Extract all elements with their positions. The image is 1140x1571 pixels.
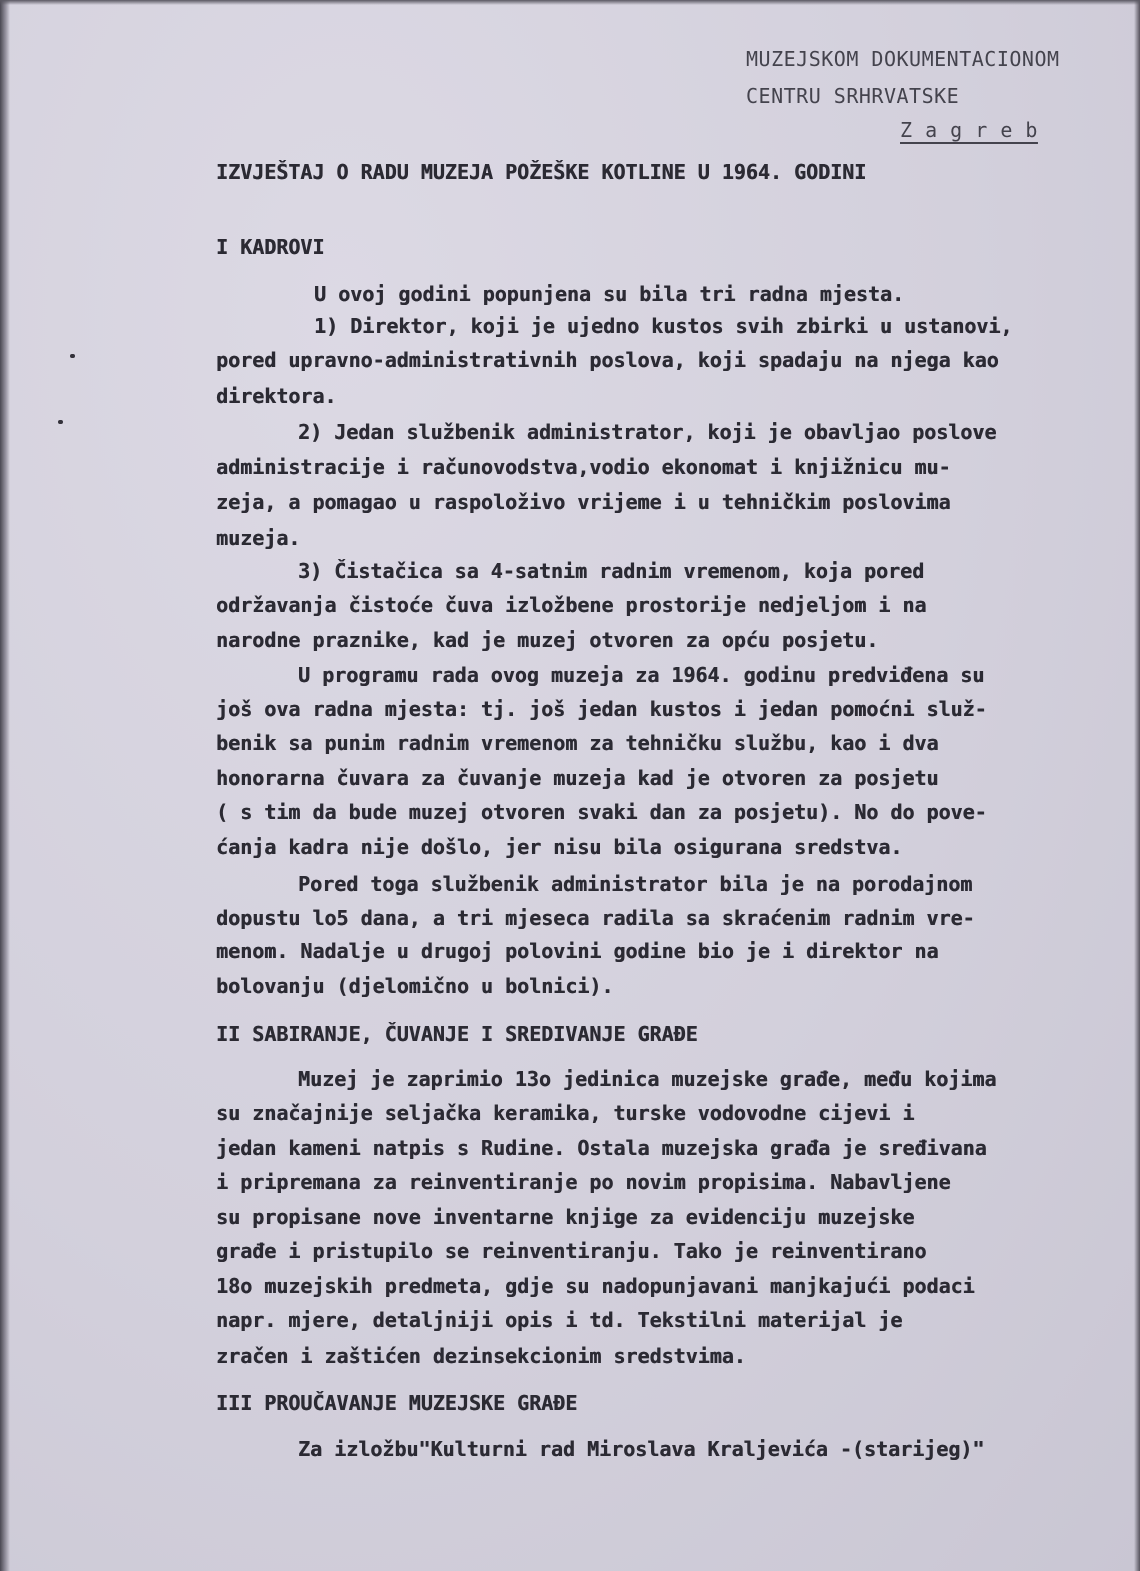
body-line: napr. mjere, detaljniji opis i td. Tekstilni materijal je [216,1308,903,1332]
scan-edge-right [1134,0,1140,1571]
body-line: benik sa punim radnim vremenom za tehničku službu, kao i dva [216,731,939,755]
body-line: narodne praznike, kad je muzej otvoren za opću posjetu. [216,628,879,652]
body-line: muzeja. [216,526,301,550]
body-line: zeja, a pomagao u raspoloživo vrijeme i u tehničkim poslovima [216,490,951,514]
recipient-line-2: CENTRU SRHRVATSKE [746,84,960,108]
recipient-city: Z a g r e b [900,118,1038,142]
body-line: bolovanju (djelomično u bolnici). [216,974,614,998]
punch-mark [58,420,63,424]
scan-edge-top [0,0,1140,5]
body-line: ćanja kadra nije došlo, jer nisu bila osigurana sredstva. [216,835,903,859]
body-line: 1) Direktor, koji je ujedno kustos svih zbirki u ustanovi, [314,314,1013,338]
punch-mark [70,354,75,358]
body-line: 18o muzejskih predmeta, gdje su nadopunjavani manjkajući podaci [216,1274,975,1298]
body-line: U ovoj godini popunjena su bila tri radna mjesta. [314,282,905,306]
body-line: Muzej je zaprimio 13o jedinica muzejske građe, među kojima [298,1067,997,1091]
body-line: menom. Nadalje u drugoj polovini godine bio je i direktor na [216,939,939,963]
recipient-line-1: MUZEJSKOM DOKUMENTACIONOM [746,47,1060,71]
body-line: održavanja čistoće čuva izložbene prostorije nedjeljom i na [216,593,927,617]
section-heading: III PROUČAVANJE MUZEJSKE GRAĐE [216,1391,578,1415]
body-line: su propisane nove inventarne knjige za evidenciju muzejske [216,1205,915,1229]
body-line: građe i pristupilo se reinventiranju. Tako je reinventirano [216,1239,927,1263]
section-heading: II SABIRANJE, ČUVANJE I SREDIVANJE GRAĐE [216,1022,698,1046]
body-line: su značajnije seljačka keramika, turske vodovodne cijevi i [216,1101,915,1125]
body-line: ( s tim da bude muzej otvoren svaki dan za posjetu). No do pove- [216,800,987,824]
body-line: direktora. [216,384,337,408]
body-line: još ova radna mjesta: tj. još jedan kustos i jedan pomoćni služ- [216,697,987,721]
body-line: honorarna čuvara za čuvanje muzeja kad je otvoren za posjetu [216,766,939,790]
body-line: i pripremana za reinventiranje po novim propisima. Nabavljene [216,1170,951,1194]
scan-edge-left [0,0,10,1571]
body-line: jedan kameni natpis s Rudine. Ostala muzejska građa je sređivana [216,1136,987,1160]
document-title: IZVJEŠTAJ O RADU MUZEJA POŽEŠKE KOTLINE U 1964. GODINI [216,160,867,184]
body-line: dopustu lo5 dana, a tri mjeseca radila sa skraćenim radnim vre- [216,906,975,930]
body-line: zračen i zaštićen dezinsekcionim sredstvima. [216,1344,746,1368]
body-line: Za izložbu"Kulturni rad Miroslava Kraljevića -(starijeg)" [298,1437,985,1461]
body-line: Pored toga službenik administrator bila je na porodajnom [298,872,973,896]
body-line: pored upravno-administrativnih poslova, koji spadaju na njega kao [216,348,999,372]
body-line: U programu rada ovog muzeja za 1964. godinu predviđena su [298,663,985,687]
body-line: administracije i računovodstva,vodio ekonomat i knjižnicu mu- [216,455,951,479]
body-line: 2) Jedan službenik administrator, koji je obavljao poslove [298,420,997,444]
section-heading: I KADROVI [216,235,325,259]
body-line: 3) Čistačica sa 4-satnim radnim vremenom, koja pored [298,559,925,583]
